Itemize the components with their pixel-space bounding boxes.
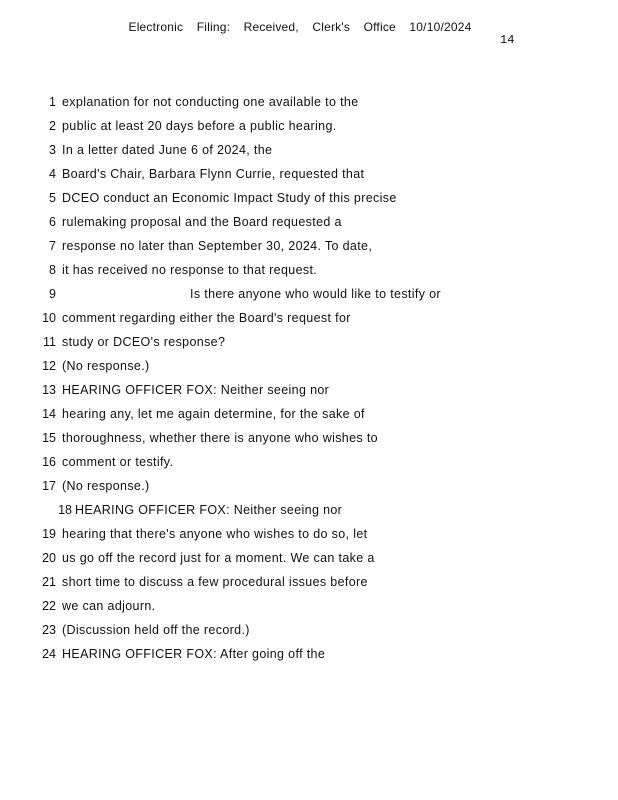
line-number: 3 xyxy=(49,143,56,157)
transcript-line xyxy=(0,382,600,406)
line-number: 7 xyxy=(49,239,56,253)
line-text: (No response.) xyxy=(62,359,150,373)
line-number: 15 xyxy=(42,431,56,445)
line-text: HEARING OFFICER FOX: Neither seeing nor xyxy=(75,503,343,517)
transcript-line xyxy=(0,430,600,454)
line-text: (Discussion held off the record.) xyxy=(62,623,250,637)
transcript-line xyxy=(0,622,600,646)
line-number: 10 xyxy=(42,311,56,325)
line-number: 20 xyxy=(42,551,56,565)
line-number: 14 xyxy=(42,407,56,421)
line-number: 1 xyxy=(49,95,56,109)
line-number: 2 xyxy=(49,119,56,133)
line-text: HEARING OFFICER FOX: Neither seeing nor xyxy=(62,383,330,397)
transcript-line xyxy=(0,190,600,214)
transcript-line xyxy=(0,550,600,574)
line-text: short time to discuss a few procedural issues before xyxy=(62,575,368,589)
transcript-line xyxy=(0,310,600,334)
transcript-line xyxy=(0,142,600,166)
line-text: thoroughness, whether there is anyone who wishes to xyxy=(62,431,378,445)
line-text: Is there anyone who would like to testify or xyxy=(190,287,441,301)
line-text: (No response.) xyxy=(62,479,150,493)
line-text: comment or testify. xyxy=(62,455,174,469)
transcript-line xyxy=(0,94,600,118)
transcript-line xyxy=(0,574,600,598)
transcript-line xyxy=(0,166,600,190)
line-text: response no later than September 30, 2024. To date, xyxy=(62,239,373,253)
line-number: 24 xyxy=(42,647,56,661)
line-text: hearing that there's anyone who wishes to do so, let xyxy=(62,527,368,541)
line-text: comment regarding either the Board's request for xyxy=(62,311,351,325)
line-text: study or DCEO's response? xyxy=(62,335,226,349)
line-number: 5 xyxy=(49,191,56,205)
transcript-line xyxy=(0,238,600,262)
transcript-body xyxy=(0,94,600,670)
transcript-line xyxy=(0,262,600,286)
line-number: 8 xyxy=(49,263,56,277)
transcript-line xyxy=(0,118,600,142)
line-text: Board's Chair, Barbara Flynn Currie, requested that xyxy=(62,167,365,181)
transcript-line xyxy=(0,646,600,670)
transcript-line xyxy=(0,478,600,502)
line-number: 11 xyxy=(43,335,56,349)
line-text: hearing any, let me again determine, for the sake of xyxy=(62,407,365,421)
line-text: we can adjourn. xyxy=(62,599,156,613)
line-number: 13 xyxy=(42,383,56,397)
transcript-line xyxy=(0,598,600,622)
line-number: 19 xyxy=(42,527,56,541)
page-number: 14 xyxy=(500,33,515,47)
line-number: 6 xyxy=(49,215,56,229)
line-number: 18 xyxy=(58,503,72,517)
transcript-line xyxy=(0,526,600,550)
line-text: In a letter dated June 6 of 2024, the xyxy=(62,143,273,157)
line-number: 21 xyxy=(42,575,56,589)
line-text: it has received no response to that request. xyxy=(62,263,318,277)
transcript-line xyxy=(0,454,600,478)
transcript-line xyxy=(0,214,600,238)
line-text: public at least 20 days before a public hearing. xyxy=(62,119,337,133)
line-text: rulemaking proposal and the Board requested a xyxy=(62,215,342,229)
transcript-line xyxy=(0,502,600,526)
line-text: explanation for not conducting one available to the xyxy=(62,95,359,109)
line-number: 17 xyxy=(42,479,56,493)
line-number: 9 xyxy=(49,287,56,301)
line-text: HEARING OFFICER FOX: After going off the xyxy=(62,647,326,661)
transcript-line xyxy=(0,286,600,310)
filing-stamp: Electronic Filing: Received, Clerk's Office 10/10/2024 xyxy=(128,20,472,34)
line-number: 12 xyxy=(42,359,56,373)
line-number: 23 xyxy=(42,623,56,637)
line-text: DCEO conduct an Economic Impact Study of this precise xyxy=(62,191,397,205)
transcript-line xyxy=(0,334,600,358)
line-number: 16 xyxy=(42,455,56,469)
line-text: us go off the record just for a moment. We can take a xyxy=(62,551,375,565)
transcript-line xyxy=(0,406,600,430)
line-number: 4 xyxy=(49,167,56,181)
transcript-line xyxy=(0,358,600,382)
line-number: 22 xyxy=(42,599,56,613)
